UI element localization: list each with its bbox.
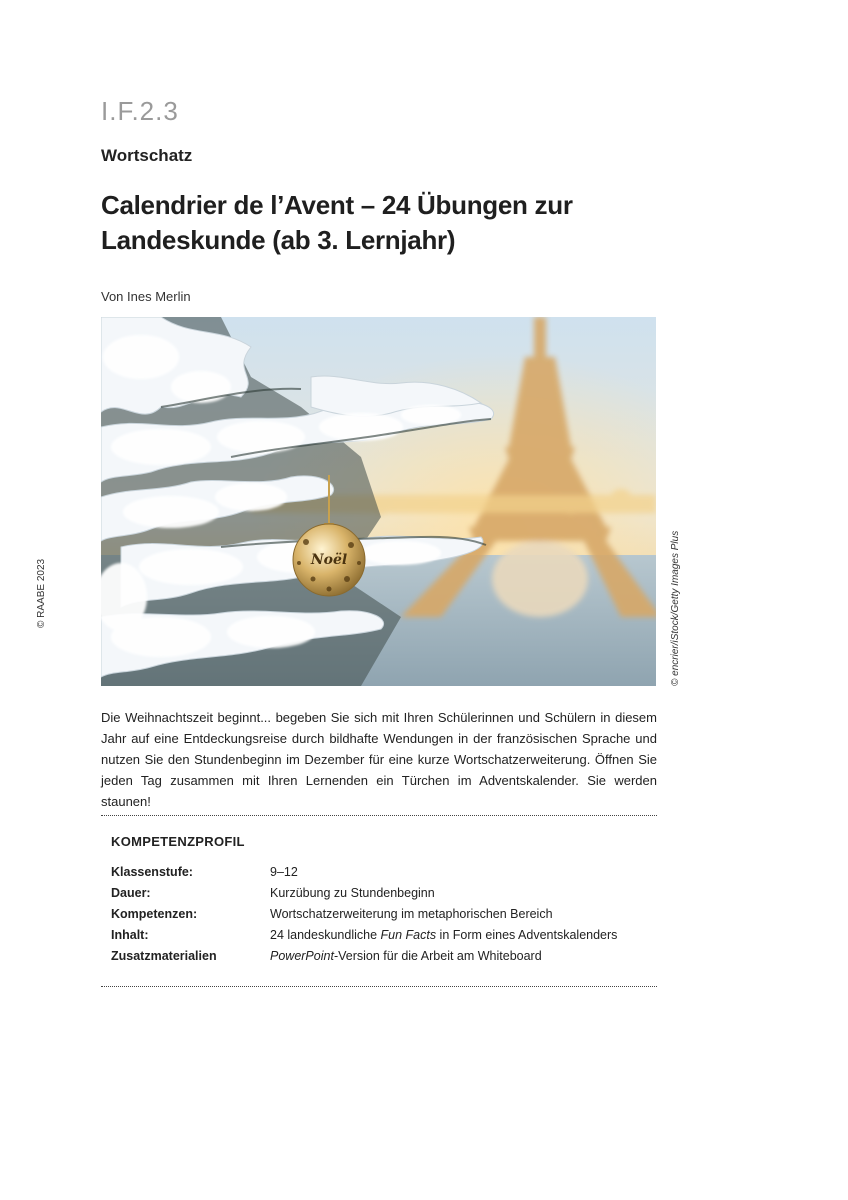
category-label: Wortschatz [101, 146, 193, 165]
divider-top [101, 815, 657, 816]
intro-paragraph: Die Weihnachtszeit beginnt... begeben Sie sich mit Ihren Schülerinnen und Schülern in diesem Jahr auf eine Entdeckungsreise durch bildhafte Wendungen in der französischen Sprache und nutzen Sie den Stundenbeginn im Dezember für eine kurze Wortschatzerweiterung. Öffnen Sie jeden Tag zusammen mit Ihren Lernenden ein Türchen im Adventskalender. Sie werden staunen! [101, 710, 657, 809]
kp-label: Kompetenzen: [111, 907, 198, 921]
kp-label: Dauer: [111, 886, 151, 900]
kp-label: Inhalt: [111, 928, 149, 942]
kompetenzprofil-heading: KOMPETENZPROFIL [111, 834, 245, 849]
kp-label: Zusatzmaterialien [111, 949, 217, 963]
cover-photo [101, 317, 656, 686]
photo-credit: © encrier/iStock/Getty Images Plus [670, 530, 681, 686]
unit-code: I.F.2.3 [101, 96, 179, 126]
kp-value: 9–12 [270, 865, 298, 879]
kp-value: Wortschatzerweiterung im metaphorischen Bereich [270, 907, 553, 921]
page-title: Calendrier de l’Avent – 24 Übungen zur Landeskunde (ab 3. Lernjahr) [101, 190, 573, 255]
kp-value: 24 landeskundliche Fun Facts in Form eines Adventskalenders [270, 928, 618, 942]
author-line: Von Ines Merlin [101, 289, 191, 304]
ornament-label: Noël [310, 552, 348, 568]
kp-value: PowerPoint-Version für die Arbeit am Whiteboard [270, 949, 542, 963]
kp-label: Klassenstufe: [111, 865, 193, 879]
divider-bottom [101, 986, 657, 987]
kp-value: Kurzübung zu Stundenbeginn [270, 886, 435, 900]
copyright-note: © RAABE 2023 [36, 558, 47, 628]
